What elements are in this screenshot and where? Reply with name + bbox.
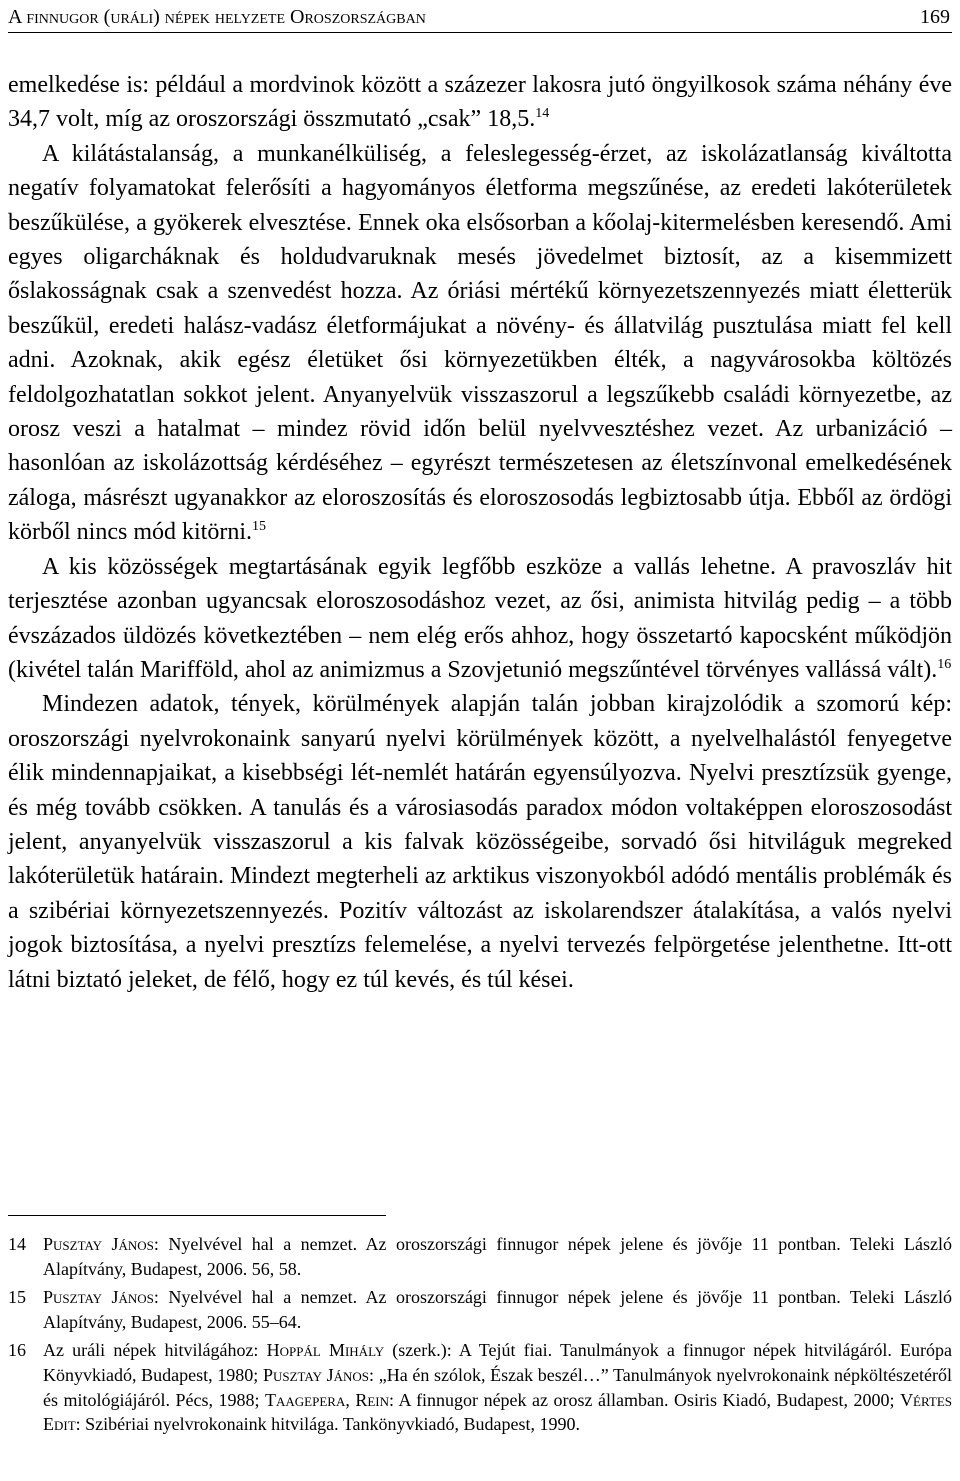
- paragraph: [8, 68, 952, 137]
- footnote-body: : Szibériai nyelvrokonaink hitvilága. Tankönyvkiadó, Budapest, 1990.: [75, 1414, 580, 1435]
- footnote-body: : „Ha én szólok, Észak beszél…” Tanulmányok nyelvrokonaink népköltészetéről és mitológiájáról. Pécs, 1988;: [43, 1364, 952, 1410]
- footnote-14: [8, 1232, 952, 1281]
- footnote-author: Pusztay János: [262, 1364, 370, 1385]
- paragraph-text: A kis közösségek megtartásának egyik legfőbb eszköze a vallás lehetne. A pravoszláv hit terjesztése azonban ugyancsak eloroszosodáshoz vezet, az ősi, animista hitvilág pedig – a több évszázados üldözés következtében – nem elég erős ahhoz, hogy összetartó kapocsként működjön (kivétel talán Marifföld, ahol az animizmus a Szovjetunió megszűntével törvényes vallássá vált).: [8, 553, 952, 683]
- running-header: [8, 4, 952, 33]
- footnote-body: (szerk.): A Tejút fiai. Tanulmányok a finnugor népek hitvilágáról. Európa Könyvkiadó, Budapest, 1980;: [43, 1340, 952, 1385]
- footnote-author: Pusztay János: [43, 1234, 154, 1254]
- footnote-author: Pusztay János: [43, 1287, 154, 1308]
- footnote-body: : Nyelvével hal a nemzet. Az oroszországi finnugor népek jelene és jövője 11 pontban. Teleki László Alapítvány, Budapest, 2006. 55–64.: [43, 1287, 953, 1332]
- footnote-ref-15[interactable]: 15: [251, 519, 266, 535]
- main-text: [8, 68, 952, 997]
- footnote-text: [43, 1232, 952, 1281]
- paragraph: [8, 137, 952, 550]
- footnote-number: 16: [8, 1340, 26, 1361]
- footnote-body: : A finnugor népek az orosz államban. Osiris Kiadó, Budapest, 2000;: [389, 1389, 901, 1410]
- footnote-ref-14[interactable]: 14: [535, 106, 550, 122]
- page-number: 169: [920, 6, 950, 28]
- footnote-author: Vértes Edit: [43, 1389, 953, 1435]
- footnote-author: Taagepera, Rein: [265, 1389, 390, 1410]
- footnote-16: [8, 1338, 952, 1436]
- footnote-text: [43, 1285, 952, 1334]
- paragraph-text: emelkedése is: például a mordvinok között a százezer lakosra jutó öngyilkosok száma néhány éve 34,7 volt, míg az oroszországi összmutató „csak” 18,5.: [8, 72, 952, 133]
- running-title: A finnugor (uráli) népek helyzete Oroszországban: [8, 6, 426, 28]
- footnote-ref-16[interactable]: 16: [937, 656, 952, 672]
- footnote-number: 14: [8, 1234, 26, 1254]
- footnotes: [8, 1232, 952, 1441]
- footnote-text: [43, 1338, 952, 1436]
- footnote-separator: [8, 1215, 386, 1216]
- footnote-body: : Nyelvével hal a nemzet. Az oroszországi finnugor népek jelene és jövője 11 pontban. Teleki László Alapítvány, Budapest, 2006. 56, 58.: [43, 1234, 953, 1279]
- paragraph: [8, 550, 952, 688]
- footnote-body: Az uráli népek hitvilágához:: [43, 1340, 267, 1361]
- paragraph: [8, 687, 952, 997]
- footnote-number: 15: [8, 1287, 26, 1308]
- paragraph-text: Mindezen adatok, tények, körülmények alapján talán jobban kirajzolódik a szomorú kép: oroszországi nyelvrokonaink sanyarú nyelvi körülmények között, a nyelvelhalástól fenyegetve élik mindennapjaikat, a kisebbségi lét-nemlét határán egyensúlyozva. Nyelvi presztízsük gyenge, és még tovább csökken. A tanulás és a városiasodás paradox módon voltaképpen eloroszosodást jelent, anyanyelvük visszaszorul a kis falvak közösségeibe, sorvadó ősi hitviláguk megreked lakóterületük határain. Mindezt megterheli az arktikus viszonyokból adódó mentális problémák és a szibériai környezetszennyezés. Pozitív változást az iskolarendszer átalakítása, a valós nyelvi jogok biztosítása, a nyelvi presztízs felemelése, a nyelvi tervezés felpörgetése jelenthetne. Itt-ott látni biztató jeleket, de félő, hogy ez túl kevés, és túl kései.: [8, 691, 952, 993]
- footnote-author: Hoppál Mihály: [266, 1340, 385, 1361]
- footnote-15: [8, 1285, 952, 1334]
- paragraph-text: A kilátástalanság, a munkanélküliség, a feleslegesség-érzet, az iskolázatlanság kiváltotta negatív folyamatokat felerősíti a hagyományos életforma megszűnése, az eredeti lakóterületek beszűkülése, a gyökerek elvesztése. Ennek oka elsősorban a kőolaj-kitermelésben keresendő. Ami egyes oligarcháknak és holdudvaruknak mesés jövedelmet biztosít, az a kisemmizett őslakosságnak csak a szenvedést hozza. Az óriási mértékű környezetszennyezés miatt életterük beszűkül, eredeti halász-vadász életformájukat a növény- és állatvilág pusztulása miatt fel kell adni. Azoknak, akik egész életüket ősi környezetükben élték, a nagyvárosokba költözés feldolgozhatatlan sokkot jelent. Anyanyelvük visszaszorul a legszűkebb családi környezetbe, az orosz veszi a hatalmat – mindez rövid időn belül nyelvvesztéshez vezet. Az urbanizáció – hasonlóan az iskolázottság kérdéséhez – egyrészt természetesen az életszínvonal emelkedésének záloga, másrészt ugyanakkor az eloroszosítás és eloroszosodás legbiztosabb útja. Ebből az ördögi körből nincs mód kitörni.: [8, 140, 952, 546]
